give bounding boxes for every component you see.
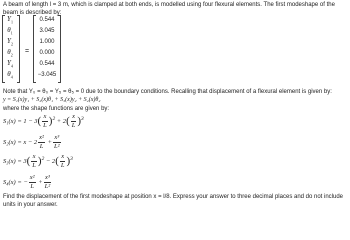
vector-value: 0.000: [39, 50, 55, 56]
vector-label: $\theta_2$: [7, 48, 13, 58]
intro-text: A beam of length l = 3 m, which is clamped at both ends, is modelled using four flexural elements. The first modeshape of the beam is described by:: [3, 2, 335, 16]
right-bracket: [17, 15, 20, 83]
mode-vector-values: [36, 17, 58, 83]
vector-value: 0.544: [39, 61, 55, 67]
question-text: Find the displacement of the first modeshape at position x = l/8. Express your answer to three decimal places and do not include units in your answer.: [3, 194, 344, 208]
displacement-expression: y = S₁(x)y₁ + S₂(x)θ₁ + S₃(x)y₂ + S₄(x)θ₂: [3, 97, 101, 103]
vector-label: $Y_4$: [7, 59, 13, 69]
shape-function-s4: S₄(x) = − $\frac{\text{x²}}{L}$ + $\frac{\text{x³}}{\text{L²}}$: [3, 174, 51, 191]
equals-sign: =: [25, 48, 30, 55]
shape-function-s1: S₁(x) = 1 − 3( $\frac{x}{L}$ )$^2$ + 2( $\frac{x}{L}$ )$^3$: [3, 113, 84, 130]
vector-label: $Y_2$: [7, 37, 13, 47]
vector-label: $\theta_1$: [7, 26, 13, 36]
shape-function-s3: S₃(x) = 3( $\frac{x}{L}$ )$^2$ − 2( $\frac{x}{L}$ )$^3$: [3, 153, 73, 170]
vector-label: $Y_1$: [7, 15, 13, 25]
vector-value: 1.000: [39, 39, 55, 45]
vector-label: $\theta_4$: [7, 70, 13, 80]
right-bracket: [58, 15, 61, 83]
vector-value: −3.045: [37, 72, 57, 78]
boundary-note: Note that Y₀ = θ₀ = Y₅ = θ₅ = 0 due to the boundary conditions. Recalling that displacement of a flexural element is given by:: [3, 89, 332, 95]
where-text: where the shape functions are given by:: [3, 106, 110, 112]
shape-function-s2: S₂(x) = x − 2 $\frac{\text{x²}}{L}$ + $\frac{\text{x³}}{\text{L²}}$: [3, 134, 60, 151]
mode-vector-labels: [4, 15, 16, 81]
vector-value: 0.544: [39, 17, 55, 23]
vector-value: 3.045: [39, 28, 55, 34]
